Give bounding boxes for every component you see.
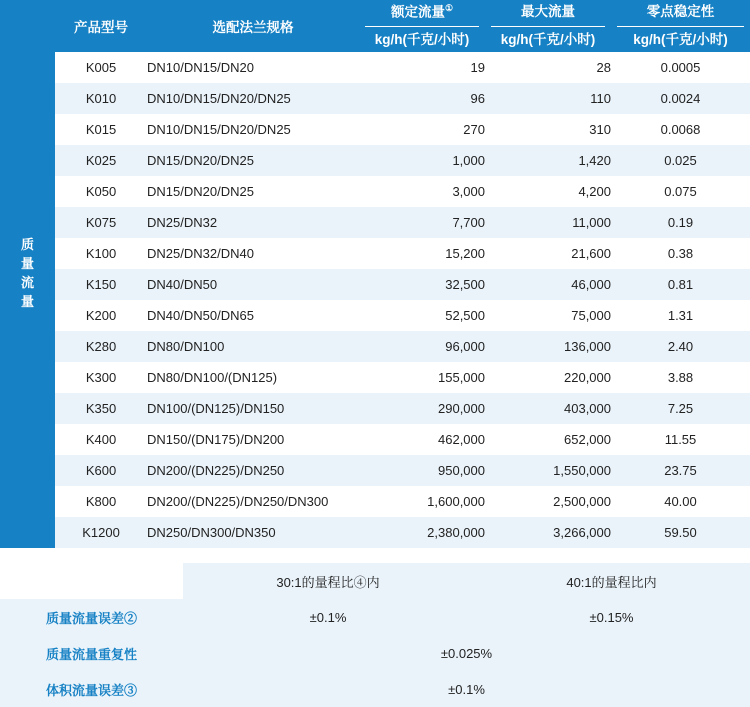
cell-model: K100 xyxy=(55,238,147,269)
table-row xyxy=(0,145,750,176)
table-row xyxy=(0,362,750,393)
cell-flange: DN40/DN50/DN65 xyxy=(147,300,359,331)
mass-flow-error-label: 质量流量误差② xyxy=(0,599,183,635)
cell-flange: DN15/DN20/DN25 xyxy=(147,145,359,176)
cell-zero-stability: 0.38 xyxy=(611,238,750,269)
cell-model: K280 xyxy=(55,331,147,362)
column-header-zero-stability-unit: kg/h(千克/小时) xyxy=(633,31,728,47)
table-row xyxy=(0,393,750,424)
table-gap xyxy=(0,548,750,563)
cell-max-flow: 2,500,000 xyxy=(485,486,611,517)
cell-max-flow: 3,266,000 xyxy=(485,517,611,548)
cell-rated-flow: 1,000 xyxy=(359,145,485,176)
cell-flange: DN200/(DN225)/DN250/DN300 xyxy=(147,486,359,517)
column-header-rated-flow-unit: kg/h(千克/小时) xyxy=(374,31,470,47)
table-row xyxy=(0,331,750,362)
row-group-label-char-4: 量 xyxy=(20,293,34,309)
mass-flow-error-value-right: ±0.15% xyxy=(473,599,750,635)
cell-flange: DN10/DN15/DN20 xyxy=(147,52,359,83)
cell-max-flow: 403,000 xyxy=(485,393,611,424)
cell-max-flow: 310 xyxy=(485,114,611,145)
cell-flange: DN80/DN100 xyxy=(147,331,359,362)
column-header-zero-stability-title: 零点稳定性 xyxy=(617,2,744,26)
cell-max-flow: 4,200 xyxy=(485,176,611,207)
cell-flange: DN150/(DN175)/DN200 xyxy=(147,424,359,455)
cell-zero-stability: 0.0024 xyxy=(611,83,750,114)
cell-flange: DN25/DN32 xyxy=(147,207,359,238)
table-row xyxy=(0,300,750,331)
column-header-flange xyxy=(147,0,359,52)
accuracy-table xyxy=(0,563,750,707)
cell-model: K400 xyxy=(55,424,147,455)
cell-flange: DN250/DN300/DN350 xyxy=(147,517,359,548)
mass-flow-repeatability-label: 质量流量重复性 xyxy=(0,635,183,671)
cell-rated-flow: 3,000 xyxy=(359,176,485,207)
table-row xyxy=(0,114,750,145)
table-row xyxy=(0,83,750,114)
cell-flange: DN40/DN50 xyxy=(147,269,359,300)
cell-model: K050 xyxy=(55,176,147,207)
cell-model: K005 xyxy=(55,52,147,83)
cell-rated-flow: 96 xyxy=(359,83,485,114)
turndown-empty-cell xyxy=(0,563,183,599)
cell-flange: DN80/DN100/(DN125) xyxy=(147,362,359,393)
cell-flange: DN10/DN15/DN20/DN25 xyxy=(147,83,359,114)
volume-flow-error-label: 体积流量误差③ xyxy=(0,671,183,707)
cell-rated-flow: 290,000 xyxy=(359,393,485,424)
cell-max-flow: 75,000 xyxy=(485,300,611,331)
cell-flange: DN10/DN15/DN20/DN25 xyxy=(147,114,359,145)
row-group-label xyxy=(0,0,55,548)
column-header-zero-stability xyxy=(611,0,750,52)
table-row xyxy=(0,269,750,300)
cell-rated-flow: 15,200 xyxy=(359,238,485,269)
cell-rated-flow: 52,500 xyxy=(359,300,485,331)
column-header-max-flow-title: 最大流量 xyxy=(491,2,605,26)
mass-flow-repeatability-value: ±0.025% xyxy=(183,635,750,671)
turndown-ratio-right: 40:1的量程比内 xyxy=(473,563,750,599)
cell-model: K800 xyxy=(55,486,147,517)
mass-flow-repeatability-row xyxy=(0,635,750,671)
cell-flange: DN25/DN32/DN40 xyxy=(147,238,359,269)
table-row xyxy=(0,486,750,517)
table-row xyxy=(0,207,750,238)
column-header-model-label: 产品型号 xyxy=(74,20,128,35)
cell-model: K075 xyxy=(55,207,147,238)
cell-zero-stability: 0.075 xyxy=(611,176,750,207)
cell-flange: DN100/(DN125)/DN150 xyxy=(147,393,359,424)
cell-model: K200 xyxy=(55,300,147,331)
column-header-flange-label: 选配法兰规格 xyxy=(212,20,294,35)
turndown-ratio-row xyxy=(0,563,750,599)
cell-zero-stability: 11.55 xyxy=(611,424,750,455)
column-header-rated-flow xyxy=(359,0,485,52)
cell-max-flow: 28 xyxy=(485,52,611,83)
cell-zero-stability: 7.25 xyxy=(611,393,750,424)
cell-model: K350 xyxy=(55,393,147,424)
turndown-ratio-left: 30:1的量程比④内 xyxy=(183,563,473,599)
mass-flow-error-value-left: ±0.1% xyxy=(183,599,473,635)
cell-flange: DN200/(DN225)/DN250 xyxy=(147,455,359,486)
cell-rated-flow: 7,700 xyxy=(359,207,485,238)
mass-flow-error-row xyxy=(0,599,750,635)
row-group-label-char-2: 量 xyxy=(20,256,34,272)
cell-model: K025 xyxy=(55,145,147,176)
cell-max-flow: 1,550,000 xyxy=(485,455,611,486)
row-group-label-char-3: 流 xyxy=(20,275,34,290)
cell-zero-stability: 2.40 xyxy=(611,331,750,362)
cell-zero-stability: 0.0068 xyxy=(611,114,750,145)
cell-rated-flow: 155,000 xyxy=(359,362,485,393)
row-group-label-char-1: 质 xyxy=(20,237,34,253)
cell-model: K010 xyxy=(55,83,147,114)
cell-flange: DN15/DN20/DN25 xyxy=(147,176,359,207)
cell-rated-flow: 32,500 xyxy=(359,269,485,300)
column-header-model xyxy=(55,0,147,52)
cell-model: K600 xyxy=(55,455,147,486)
cell-rated-flow: 950,000 xyxy=(359,455,485,486)
cell-max-flow: 46,000 xyxy=(485,269,611,300)
cell-model: K1200 xyxy=(55,517,147,548)
cell-zero-stability: 59.50 xyxy=(611,517,750,548)
cell-rated-flow: 96,000 xyxy=(359,331,485,362)
table-row xyxy=(0,176,750,207)
cell-max-flow: 21,600 xyxy=(485,238,611,269)
footnote-marker-1: ① xyxy=(444,3,454,13)
cell-max-flow: 220,000 xyxy=(485,362,611,393)
table-header-row xyxy=(0,0,750,52)
cell-zero-stability: 40.00 xyxy=(611,486,750,517)
cell-max-flow: 1,420 xyxy=(485,145,611,176)
cell-zero-stability: 0.0005 xyxy=(611,52,750,83)
cell-rated-flow: 2,380,000 xyxy=(359,517,485,548)
table-row xyxy=(0,238,750,269)
cell-max-flow: 11,000 xyxy=(485,207,611,238)
cell-zero-stability: 3.88 xyxy=(611,362,750,393)
column-header-max-flow xyxy=(485,0,611,52)
cell-model: K150 xyxy=(55,269,147,300)
cell-max-flow: 652,000 xyxy=(485,424,611,455)
cell-model: K300 xyxy=(55,362,147,393)
column-header-max-flow-unit: kg/h(千克/小时) xyxy=(500,31,596,47)
cell-rated-flow: 19 xyxy=(359,52,485,83)
cell-rated-flow: 270 xyxy=(359,114,485,145)
cell-zero-stability: 23.75 xyxy=(611,455,750,486)
column-header-rated-flow-title: 额定流量① xyxy=(365,2,479,27)
cell-rated-flow: 462,000 xyxy=(359,424,485,455)
cell-rated-flow: 1,600,000 xyxy=(359,486,485,517)
volume-flow-error-row xyxy=(0,671,750,707)
cell-zero-stability: 0.81 xyxy=(611,269,750,300)
volume-flow-error-value: ±0.1% xyxy=(183,671,750,707)
table-row xyxy=(0,455,750,486)
cell-model: K015 xyxy=(55,114,147,145)
table-row xyxy=(0,52,750,83)
table-row xyxy=(0,424,750,455)
cell-max-flow: 136,000 xyxy=(485,331,611,362)
table-row xyxy=(0,517,750,548)
cell-max-flow: 110 xyxy=(485,83,611,114)
cell-zero-stability: 0.025 xyxy=(611,145,750,176)
cell-zero-stability: 1.31 xyxy=(611,300,750,331)
cell-zero-stability: 0.19 xyxy=(611,207,750,238)
